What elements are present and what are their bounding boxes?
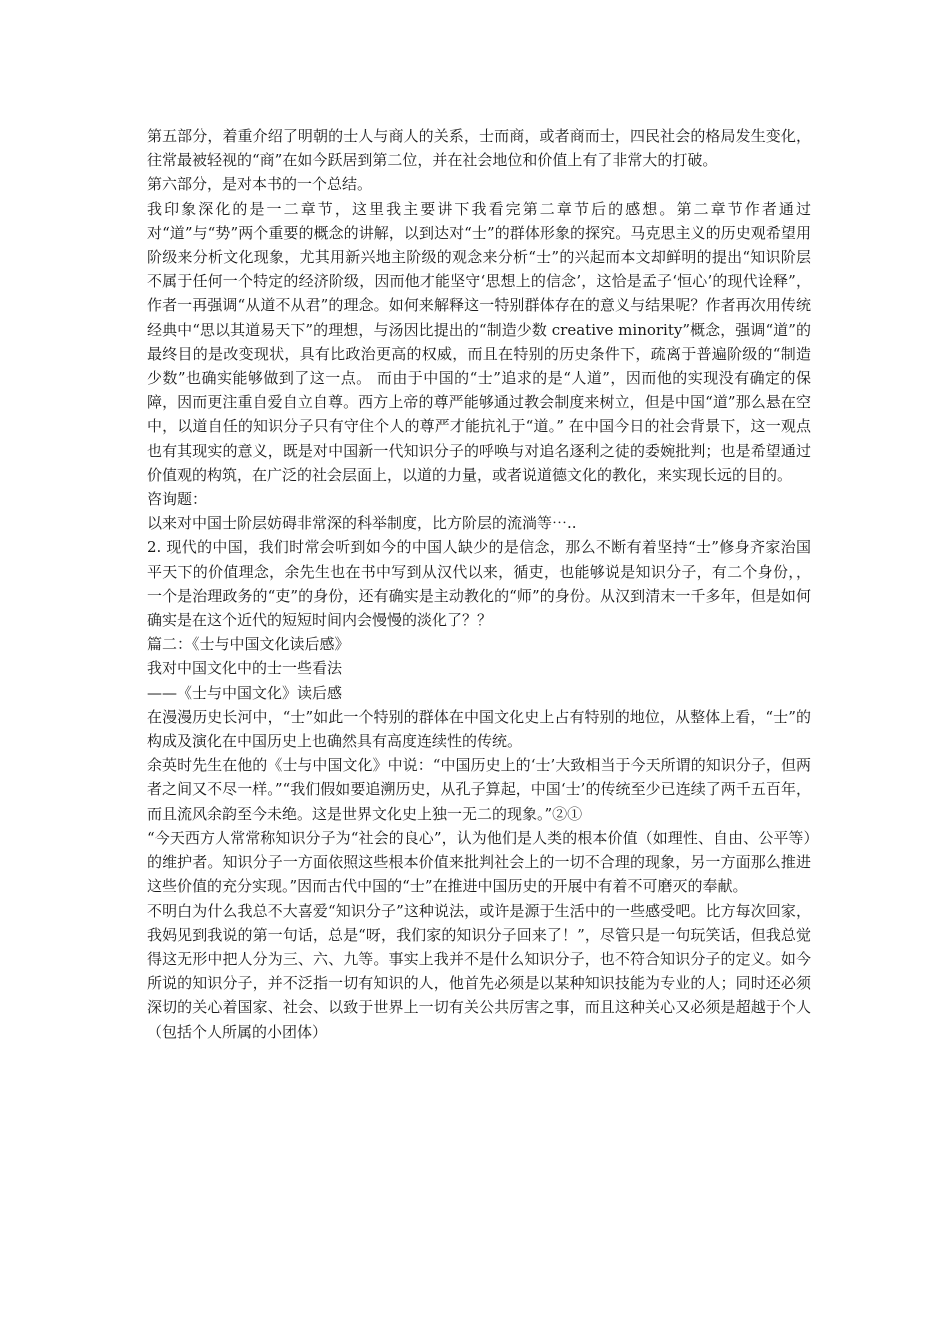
paragraph-chapter-two-reflection: 我印象深化的是一二章节，这里我主要讲下我看完第二章节后的感想。第二章节作者通过对“道”与“势”两个重要的概念的讲解，以到达对“士”的群体形象的探究。马克思主义的历史观希望用阶级来分析文化现象，尤其用新兴地主阶级的观念来分析“士”的兴起而本文却鲜明的提出“知识阶层不属于任何一个特定的经济阶级，因而他才能坚守‘思想上的信念’，这恰是孟子‘恒心’的现代诠释”，作者一再强调“从道不从君”的理念。如何来解释这一特别群体存在的意义与结果呢？作者再次用传统经典中“思以其道易天下”的理想，与汤因比提出的“制造少数 creative minority”概念，强调“道”的最终目的是改变现状，具有比政治更高的权威，而且在特别的历史条件下，疏离于普遍阶级的“制造少数”也确实能够做到了这一点。 而由于中国的“士”追求的是“人道”，因而他的实现没有确定的保障，因而更注重自爱自立自尊。西方上帝的尊严能够通过教会制度来树立，但是中国“道”那么悬在空中，以道自任的知识分子只有守住个人的尊严才能抗礼于“道。” 在中国今日的社会背景下，这一观点也有其现实的意义，既是对中国新一代知识分子的呼唤与对追名逐利之徒的委婉批判；也是希望通过价值观的构筑，在广泛的社会层面上，以道的力量，或者说道德文化的教化，来实现长远的目的。 — [147, 199, 811, 484]
paragraph-part-six: 第六部分，是对本书的一个总结。 — [147, 175, 373, 194]
section-heading-part-two: 篇二：《士与中国文化读后感》 — [147, 635, 350, 654]
paragraph-intro: 在漫漫历史长河中，“士”如此一个特别的群体在中国文化史上占有特别的地位，从整体上看，“士”的构成及演化在中国历史上也确然具有高度连续性的传统。 — [147, 707, 811, 751]
paragraph-questions-label: 咨询题： — [147, 490, 208, 509]
essay-title: 我对中国文化中的士一些看法 — [147, 659, 343, 678]
paragraph-western-view: “今天西方人常常称知识分子为“社会的良心”，认为他们是人类的根本价值（如理性、自由、公平等）的维护者。知识分子一方面依照这些根本价值来批判社会上的一切不合理的现象，另一方面那么推进这些价值的充分实现。”因而古代中国的“士”在推进中国历史的开展中有着不可磨灭的奉献。 — [147, 828, 811, 896]
paragraph-question-two: 2. 现代的中国，我们时常会听到如今的中国人缺少的是信念，那么不断有着坚持“士”修身齐家治国平天下的价值理念，余先生也在书中写到从汉代以来，循吏，也能够说是知识分子，有二个身份，，一个是治理政务的“吏”的身份，还有确实是主动教化的“师”的身份。从汉到清末一千多年，但是如何确实是在这个近代的短短时间内会慢慢的淡化了？？ — [147, 538, 811, 630]
paragraph-yu-quote: 余英时先生在他的《士与中国文化》中说：“中国历史上的‘士’大致相当于今天所谓的知识分子，但两者之间又不尽一样。”“我们假如要追溯历史，从孔子算起，中国‘士’的传统至少已连续了两千五百年，而且流风余韵至今未绝。这是世界文化史上独一无二的现象。”②① — [147, 756, 811, 823]
paragraph-personal-view: 不明白为什么我总不大喜爱“知识分子”这种说法，或许是源于生活中的一些感受吧。比方每次回家，我妈见到我说的第一句话，总是“呀，我们家的知识分子回来了！”，尽管只是一句玩笑话，但我总觉得这无形中把人分为三、六、九等。事实上我并不是什么知识分子，也不符合知识分子的定义。如今所说的知识分子，并不泛指一切有知识的人，他首先必须是以某种知识技能为专业的人；同时还必须深切的关心着国家、社会、以致于世界上一切有关公共厉害之事，而且这种关心又必须是超越于个人（包括个人所属的小团体） — [147, 901, 811, 1041]
document-body — [147, 124, 811, 1044]
paragraph-question-one: 以来对中国士阶层妨碍非常深的科举制度，比方阶层的流淌等⋯.. — [147, 514, 577, 533]
paragraph-part-five: 第五部分，着重介绍了明朝的士人与商人的关系，士而商，或者商而士，四民社会的格局发生变化，往常最被轻视的“商”在如今跃居到第二位，并在社会地位和价值上有了非常大的打破。 — [147, 127, 811, 170]
essay-subtitle: ——《士与中国文化》读后感 — [147, 683, 343, 702]
